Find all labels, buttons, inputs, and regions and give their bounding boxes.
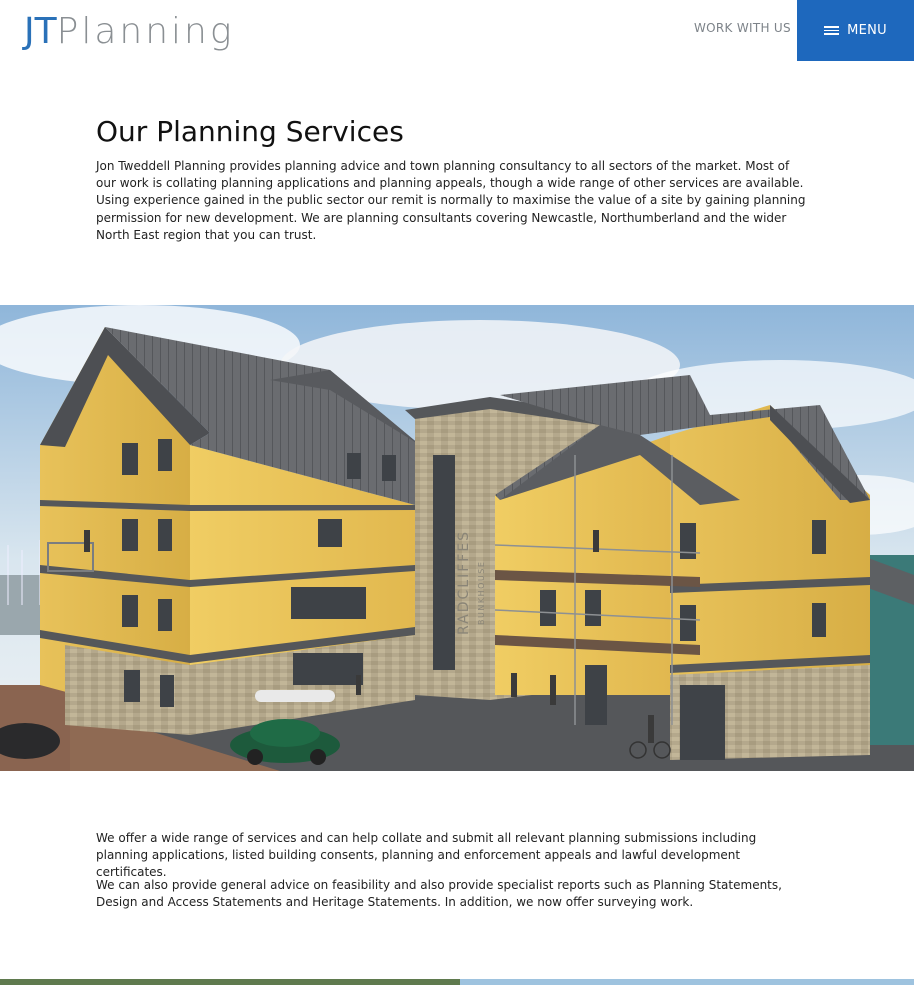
- logo-planning: Planning: [56, 11, 235, 52]
- hero-image: [0, 305, 914, 771]
- specialist-reports-paragraph: We can also provide general advice on feasibility and also provide specialist reports such as Planning Statements, Design and Access Statements and Heritage Statements. In addition, we now offer surveying work.: [96, 878, 782, 910]
- site-logo[interactable]: [24, 10, 234, 54]
- logo-jt: JT: [24, 11, 57, 52]
- page-title: Our Planning Services: [96, 115, 404, 148]
- menu-label: MENU: [847, 23, 887, 38]
- hero-sign-sub: BUNKHOUSE: [477, 560, 486, 625]
- services-paragraph: We offer a wide range of services and can help collate and submit all relevant planning submissions including planning applications, listed building consents, planning and enforcement appeals and lawful development certificates.: [96, 831, 757, 880]
- work-with-us-link[interactable]: WORK WITH US: [694, 21, 791, 35]
- menu-button[interactable]: [797, 0, 914, 61]
- site-header: [0, 0, 914, 61]
- hamburger-icon: [824, 25, 839, 36]
- hero-sign-name: RADCLIFFES: [456, 529, 472, 635]
- bottom-image-strip: [0, 970, 914, 976]
- intro-paragraph: Jon Tweddell Planning provides planning advice and town planning consultancy to all sectors of the market. Most of our work is collating planning applications and planning appeals, though a wide range of other services are available. Using experience gained in the public sector our remit is normally to maximise the value of a site by gaining planning permission for new development. We are planning consultants covering Newcastle, Northumberland and the wider North East region that you can trust.: [96, 159, 806, 242]
